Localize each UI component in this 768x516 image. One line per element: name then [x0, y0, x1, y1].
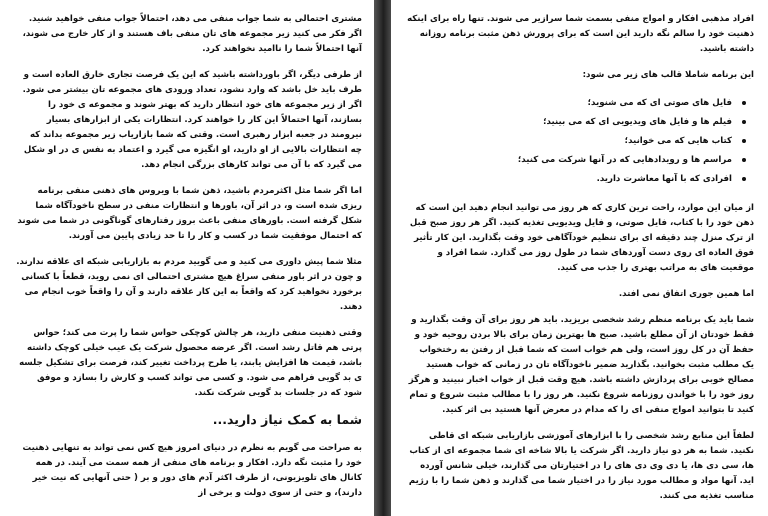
paragraph: لطفاً این منابع رشد شخصی را با ابزارهای آموزشی بازاریابی شبکه ای قاطی نکنید. شما به هر دو نیاز دارید. اگر شرکت یا بالا شاخه ای شما مجموعه ای از کتاب ها، سی دی ها، یا دی وی دی های را در اختیارتان می گذارند، خیلی شانس آورده اید. آنها مواد و مطالب مورد نیاز را در اختیار شما می گذارند و ذهن شما را با رژیم مناسب تغذیه می کنند.	[408, 431, 754, 501]
list-item: مراسم ها و رویدادهایی که در آنها شرکت می کنید؛	[407, 151, 732, 170]
left-page	[0, 0, 374, 516]
right-page	[391, 0, 768, 516]
paragraph: افراد مذهبی افکار و امواج منفی بسمت شما سرازیر می شوند. تنها راه برای اینکه ذهنیت خود را سالم نگه دارید این است که برای پرورش ذهن مثبت برنامه روزانه داشته باشید.	[407, 14, 754, 54]
list-item: کتاب هایی که می خوانید؛	[407, 132, 732, 151]
paragraph: مثلا شما پیش داوری می کنید و می گویید مردم به بازاریابی شبکه ای علاقه ندارند. و چون در اثر باور منفی سراغ هیچ مشتری احتمالی ای نمی روید، قطعاً با کسانی برخورد نخواهید کرد که واقعاً به این کار علاقه دارند و آن را واقعاً خوب انجام می دهند.	[16, 257, 362, 312]
paragraph: از طرفی دیگر، اگر باورداشته باشید که این یک فرصت تجاری خارق العاده است و طرف باید خل باشد که وارد نشود، تعداد ورودی های مجموعه تان بیشتر می شود. اگر از زیر مجموعه های خود انتظار دارید که بهتر شوند و مجموعه ی خود را بسازند، آنها احتمالاً این کار را خواهند کرد. انتظارات یکی از ابزارهای بسیار نیرومند در جعبه ابزار رهبری است. وقتی که شما بازاریاب زیر مجموعه بداند که چه انتظارات بالایی از او دارید، او انگیزه می گیرد و اعتماد به نفس ی در او شکل می گیرد که با آن می تواند کارهای بزرگی انجام دهد.	[22, 70, 362, 170]
list-item: افرادی که با آنها معاشرت دارید.	[407, 170, 732, 189]
paragraph: وقتی ذهنیت منفی دارید، هر چالش کوچکی حواس شما را پرت می کند؛ حواس پرتی هم قاتل رشد است. اگر عرضه محصول شرکت یک عیب خیلی کوچک داشته باشد، قیمت ها افزایش یابند، یا طرح پرداخت تغییر کند، فرصت برای تشکیل جلسه ی بد گویی فراهم می شود. و کسی می تواند کسب و کارش را بسازد و موفق شود که در جلسات بد گویی شرکت نکند.	[19, 328, 362, 398]
section-heading: شما به کمک نیاز دارید...	[212, 412, 362, 427]
paragraph: شما باید یک برنامه منظم رشد شخصی بریزید. باید هر روز برای آن وقت بگذارید و فقط خودتان از آن مطلع باشید. صبح ها بهترین زمان برای بالا بردن روحیه خود و حفظ آن در کل روز است، ولی هم خواب است که شما قبل از رفتن به رختخواب یک مطلب مثبت بخوانید. بگذارید ضمیر ناخودآگاه تان در زمانی که خواب هستید مصالح خوبی برای پردازش داشته باشد. هیچ وقت قبل از خواب اخبار نبینید و هرگز روز خود را با خواندن روزنامه شروع نکنید. هر روز را با مطالب مثبت شروع و تمام کنید تا بتوانید امواج منفی ای را که مدام در معرض آنها هستید بی اثر کنید.	[408, 315, 754, 415]
list-item: فیلم ها و فایل های ویدیویی ای که می بینید؛	[407, 113, 732, 132]
paragraph: مشتری احتمالی به شما جواب منفی می دهد، احتمالاً جواب منفی خواهید شنید. اگر فکر می کنید زیر مجموعه های تان منفی باف هستند و از کار خارج می شوند، آنها احتمالاً شما را ناامید نخواهند کرد.	[22, 14, 362, 54]
paragraph: اما اگر شما مثل اکثرمردم باشید، ذهن شما با ویروس های ذهنی منفی برنامه ریزی شده است و، در اثر آن، باورها و انتظارات منفی در سطح ناخودآگاه شما شکل گرفته است. باورهای منفی باعث بروز رفتارهای گوناگونی در شما می شوند که احتمال موفقیت شما در کسب و کار را تا حد زیادی پایین می آورند.	[17, 186, 362, 241]
book-gutter	[374, 0, 391, 516]
list-item: فایل های صوتی ای که می شنوید؛	[407, 94, 732, 113]
emphasis-line: اما همین جوری اتفاق نمی افتد.	[618, 289, 754, 299]
bullet-list	[407, 94, 754, 189]
paragraph: به صراحت می گویم به نظرم در دنیای امروز هیچ کس نمی تواند به تنهایی ذهنیت خود را مثبت نگه دارد. افکار و برنامه های منفی از همه سمت می آیند. در همه کانال های تلویزیونی، از طرف اکثر آدم های دور و بر ( حتی آنهایی که نیت خیر دارند)، و حتی از سوی دولت و برخی از	[22, 443, 362, 498]
paragraph: از میان این موارد، راحت ترین کاری که هر روز می توانید انجام دهید این است که ذهن خود را با کتاب، فایل صوتی، و فایل ویدیویی تغذیه کنید. اگر هر روز صبح قبل از ترک منزل چند دقیقه ای برای تنظیم خودآگاهی خود وقت بگذارید. این کار تأثیر فوق العاده ای روی دست آوردهای شما در طول روز می گذارد. شما افراد و موقعیت های به مراتب بهتری را جذب می کنید.	[409, 203, 754, 273]
list-intro: این برنامه شاملا قالب های زیر می شود:	[582, 70, 754, 80]
